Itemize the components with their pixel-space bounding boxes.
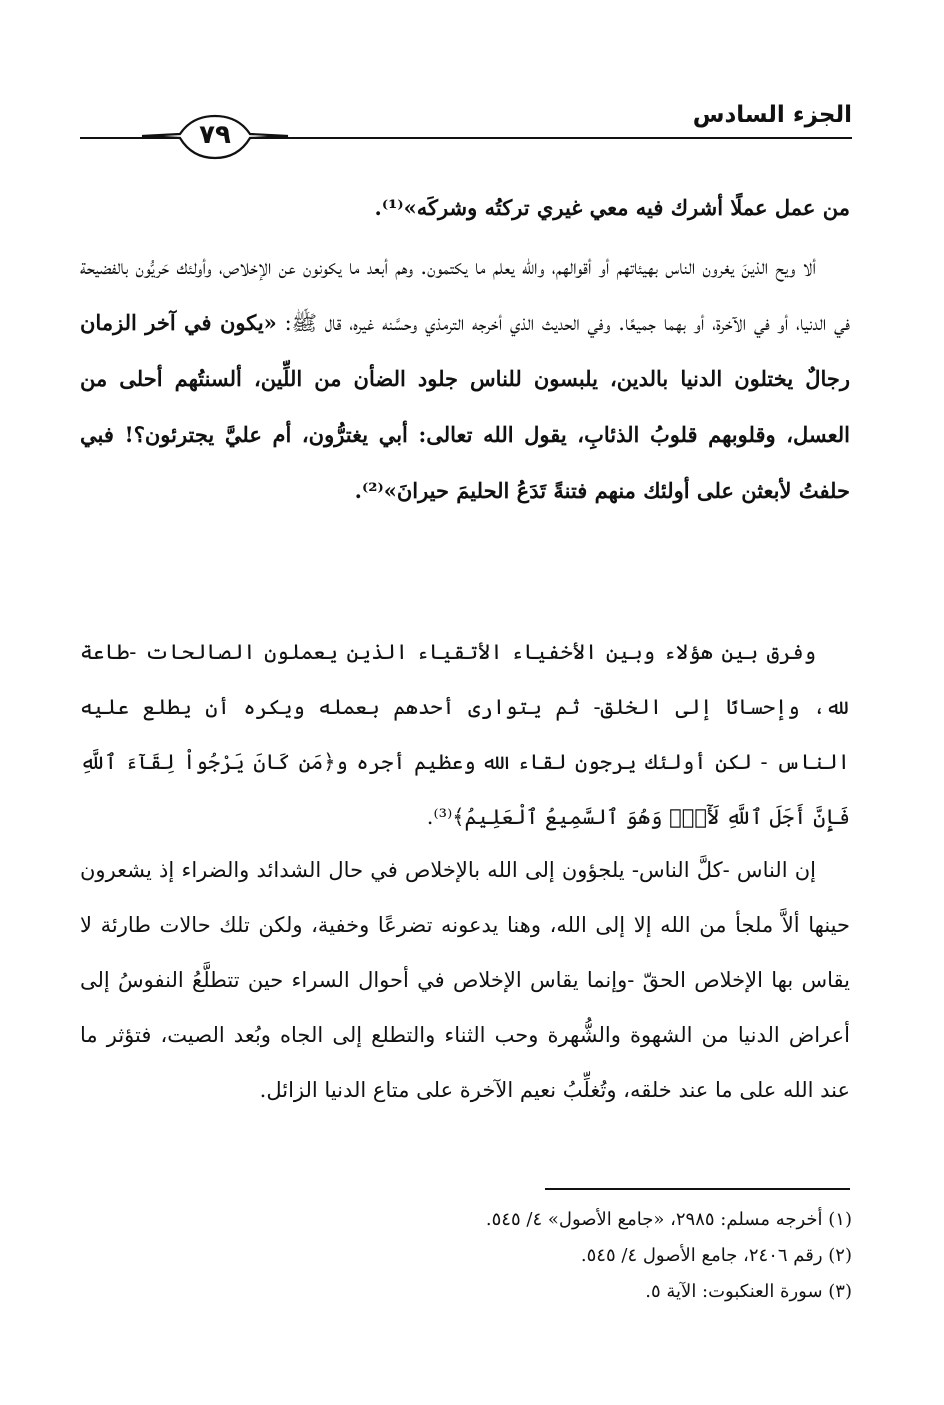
paragraph-3: إن الناس -كلَّ الناس- يلجؤون إلى الله بالإخلاص في حال الشدائد والضراء إذ يشعرون حينها ألاَّ ملجأ من الله إلا إلى الله، وهنا يدعونه تضرعًا وخفية، ولكن تلك حالات طارئة لا يقاس بها الإخلاص الحقّ -وإنما يقاس الإخلاص في أحوال السراء حين تتطلَّعُ النفوسُ إلى أعراض الدنيا من الشهوة والشُّهرة وحب الثناء والتطلع إلى الجاه وبُعد الصيت، فتؤثر ما عند الله على ما عند خلقه، وتُغلِّبُ نعيم الآخرة على متاع الدنيا الزائل. bbox=[80, 858, 850, 1102]
footnote-separator bbox=[545, 1188, 850, 1190]
paragraph-1 bbox=[80, 240, 850, 519]
footnote-1: (١) أخرجه مسلم: ٢٩٨٥، «جامع الأصول» ٤/ ٥٤٥. bbox=[485, 1209, 852, 1230]
paragraph-2: وفرق بين هؤلاء وبين الأخفياء الأتقياء الذين يعملون الصالحات -طاعة لله، وإحسانًا إلى الخلق- ثم يتوارى أحدهم بعمله ويكره أن يطلع عليه الناس - لكن أولئك يرجون لقاء الله وعظيم أجره و﴿مَن كَانَ يَرْجُواْ لِقَآءَ ٱللَّهِ فَإِنَّ أَجَلَ ٱللَّهِ لَأٓتٍۚ وَهُوَ ٱلسَّمِيعُ ٱلْعَلِيمُ﴾⁽³⁾. bbox=[80, 640, 850, 829]
page-number: ٧٩ bbox=[199, 120, 231, 150]
footnote-2: (٢) رقم ٢٤٠٦، جامع الأصول ٤/ ٥٤٥. bbox=[580, 1245, 852, 1266]
footnote-3: (٣) سورة العنكبوت: الآية ٥. bbox=[645, 1281, 852, 1302]
part-title: الجزء السادس bbox=[685, 102, 852, 128]
page-header bbox=[80, 100, 852, 160]
paragraph-hadith-end: من عمل عملًا أشرك فيه معي غيري تركتُه وشركَه»⁽¹⁾. bbox=[374, 195, 850, 220]
hadith-quote: «يكون في آخر الزمان رجالٌ يختلون الدنيا بالدين، يلبسون للناس جلود الضأن من اللِّين، ألسنتُهم أحلى من العسل، وقلوبهم قلوبُ الذئابِ، يقول الله تعالى: أبي يغترُّون، أم عليَّ يجترئون؟! فبي حلفتُ لأبعثن على أولئك منهم فتنةً تَدَعُ الحليمَ حيرانَ»⁽²⁾. bbox=[80, 310, 850, 503]
page-number-badge bbox=[140, 112, 290, 162]
paragraph-1-text: ألا ويح الذينَ يغرون الناس بهيئاتهم أو أقوالهم، والله يعلم ما يكتمون. وهم أبعد ما يكونون عن الإخلاص، وأولئك حَريُّون بالفضيحة في الدنيا، أو في الآخرة، أو بهما جميعًا. وفي الحديث الذي أخرجه الترمذي وحسَّنه غيره، قال ﷺ: bbox=[80, 255, 850, 335]
